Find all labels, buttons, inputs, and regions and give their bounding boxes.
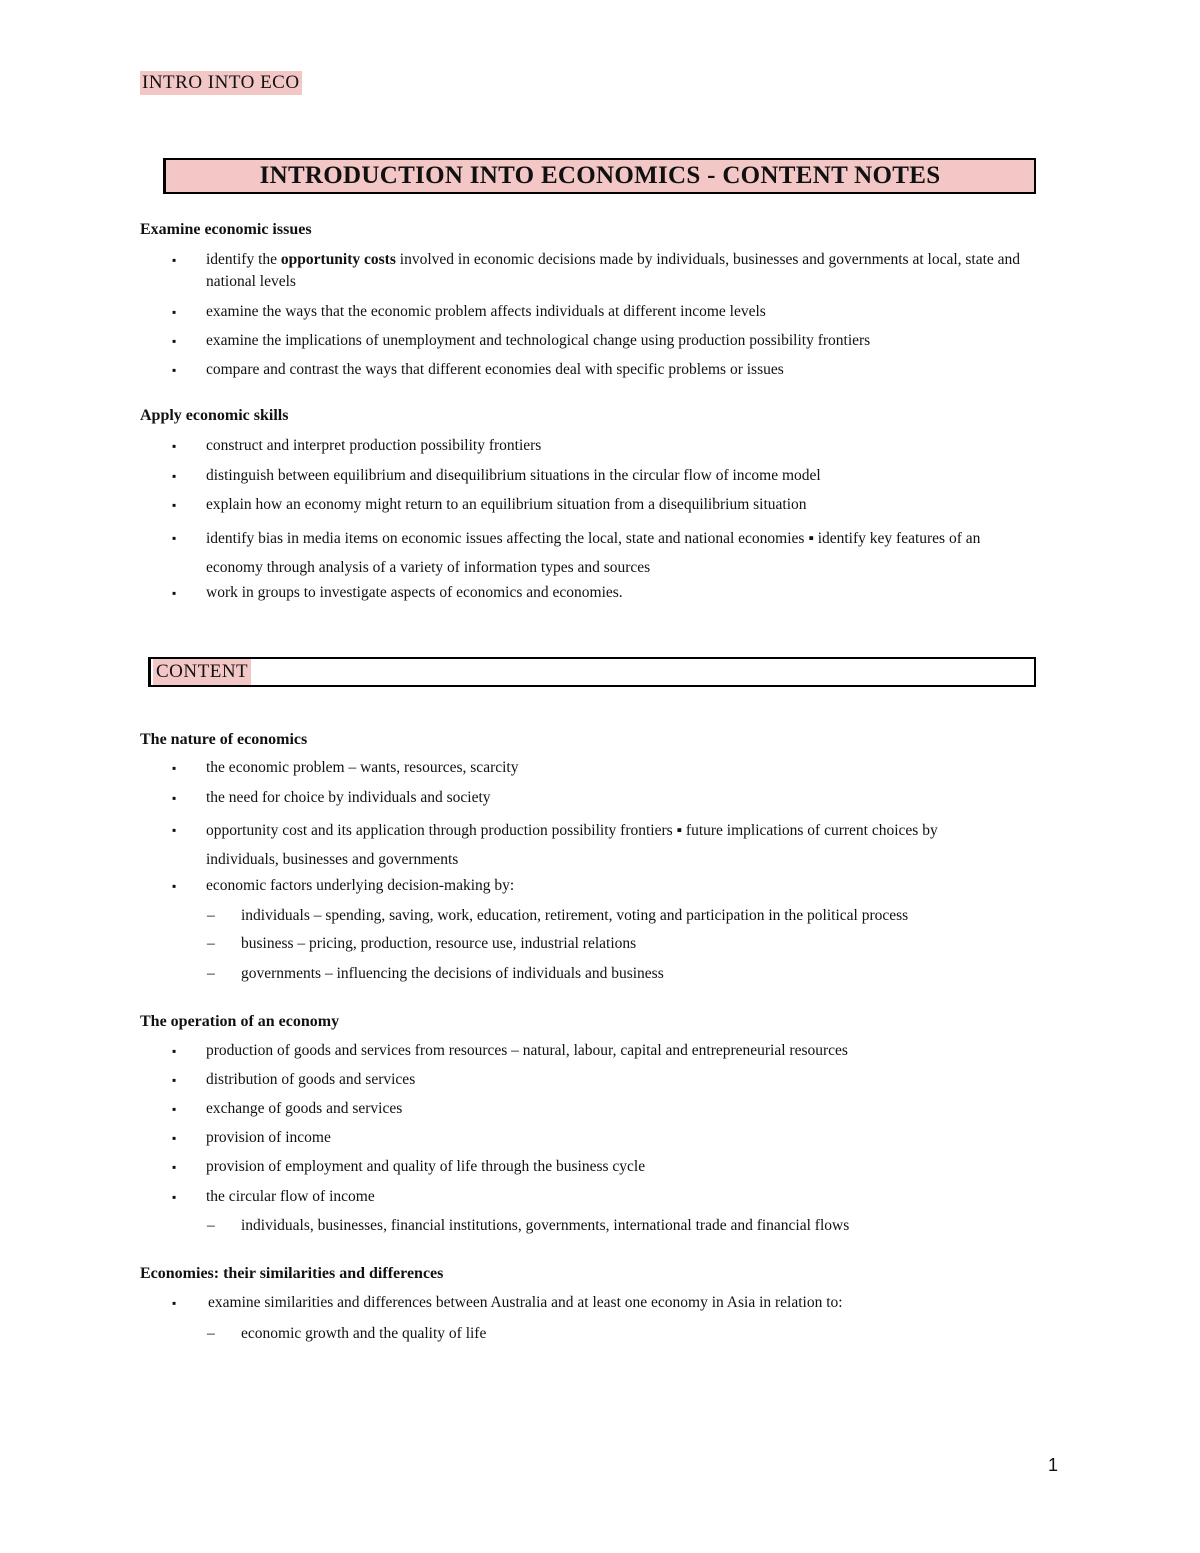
dash-icon: – <box>207 1217 215 1234</box>
sub-list-item: – individuals – spending, saving, work, education, retirement, voting and participation in the political process <box>207 905 1027 927</box>
sub-list-item: – economic growth and the quality of life <box>207 1323 1027 1345</box>
content-banner <box>148 657 1036 687</box>
bullet-icon: ▪ <box>172 1190 177 1204</box>
section-heading-nature: The nature of economics <box>140 731 308 748</box>
sub-list-item: – individuals, businesses, financial institutions, governments, international trade and financial flows <box>207 1215 1027 1237</box>
bullet-icon: ▪ <box>172 531 177 545</box>
bullet-icon: ▪ <box>172 498 177 512</box>
bullet-icon: ▪ <box>172 1160 177 1174</box>
list-item: ▪ examine similarities and differences between Australia and at least one economy in Asia in relation to: <box>172 1292 1032 1314</box>
list-item: ▪ examine the ways that the economic problem affects individuals at different income levels <box>172 301 1032 323</box>
list-item: ▪ compare and contrast the ways that different economies deal with specific problems or issues <box>172 359 1032 381</box>
list-item: ▪ examine the implications of unemployment and technological change using production possibility frontiers <box>172 330 1032 352</box>
list-item: ▪ economic factors underlying decision-making by: <box>172 875 1032 897</box>
list-item: ▪ production of goods and services from resources – natural, labour, capital and entrepreneurial resources <box>172 1040 1032 1062</box>
bullet-icon: ▪ <box>172 879 177 893</box>
bullet-icon: ▪ <box>172 1131 177 1145</box>
bullet-icon: ▪ <box>172 469 177 483</box>
bullet-icon: ▪ <box>172 253 177 267</box>
header-label: INTRO INTO ECO <box>142 72 300 93</box>
bullet-icon: ▪ <box>172 363 177 377</box>
bullet-icon: ▪ <box>172 439 177 453</box>
bullet-icon: ▪ <box>172 334 177 348</box>
dash-icon: – <box>207 965 215 982</box>
bullet-icon: ▪ <box>172 1102 177 1116</box>
list-item: ▪ distribution of goods and services <box>172 1069 1032 1091</box>
list-item: ▪ provision of income <box>172 1127 1032 1149</box>
dash-icon: – <box>207 907 215 924</box>
title-box <box>163 158 1036 194</box>
list-item: ▪ provision of employment and quality of life through the business cycle <box>172 1156 1032 1178</box>
bullet-icon: ▪ <box>172 791 177 805</box>
page-number: 1 <box>1048 1455 1059 1475</box>
list-item: ▪ exchange of goods and services <box>172 1098 1032 1120</box>
document-title: INTRODUCTION INTO ECONOMICS - CONTENT NOTES <box>259 162 941 189</box>
content-label: CONTENT <box>153 659 251 685</box>
bullet-icon: ▪ <box>172 1296 177 1310</box>
list-item: ▪ identify the opportunity costs involved in economic decisions made by individuals, businesses and governments at local, state and national levels <box>172 251 1021 290</box>
list-item: ▪ opportunity cost and its application through production possibility frontiers ▪ future implications of current choices by individuals, businesses and governments <box>172 816 1002 874</box>
list-item: ▪ identify bias in media items on economic issues affecting the local, state and national economies ▪ identify key features of an economy through analysis of a variety of information types and sources <box>172 524 1012 582</box>
list-item: ▪ explain how an economy might return to an equilibrium situation from a disequilibrium situation <box>172 494 1032 516</box>
section-heading-economies: Economies: their similarities and differences <box>140 1265 444 1282</box>
bullet-icon: ▪ <box>172 823 177 837</box>
dash-icon: – <box>207 1325 215 1342</box>
bullet-icon: ▪ <box>172 1044 177 1058</box>
list-item: ▪ the economic problem – wants, resources, scarcity <box>172 757 1032 779</box>
dash-icon: – <box>207 935 215 952</box>
sub-list-item: – business – pricing, production, resource use, industrial relations <box>207 933 1027 955</box>
list-item: ▪ construct and interpret production possibility frontiers <box>172 435 1032 457</box>
bullet-icon: ▪ <box>172 305 177 319</box>
bullet-icon: ▪ <box>172 761 177 775</box>
section-heading-apply: Apply economic skills <box>140 407 289 424</box>
section-heading-operation: The operation of an economy <box>140 1013 340 1030</box>
bullet-icon: ▪ <box>172 586 177 600</box>
sub-list-item: – governments – influencing the decisions of individuals and business <box>207 963 1027 985</box>
list-item: ▪ the circular flow of income <box>172 1186 1032 1208</box>
bullet-icon: ▪ <box>172 1073 177 1087</box>
list-item: ▪ work in groups to investigate aspects of economics and economies. <box>172 582 1032 604</box>
list-item: ▪ distinguish between equilibrium and disequilibrium situations in the circular flow of income model <box>172 465 1032 487</box>
list-item: ▪ the need for choice by individuals and society <box>172 787 1032 809</box>
section-heading-examine: Examine economic issues <box>140 221 312 238</box>
